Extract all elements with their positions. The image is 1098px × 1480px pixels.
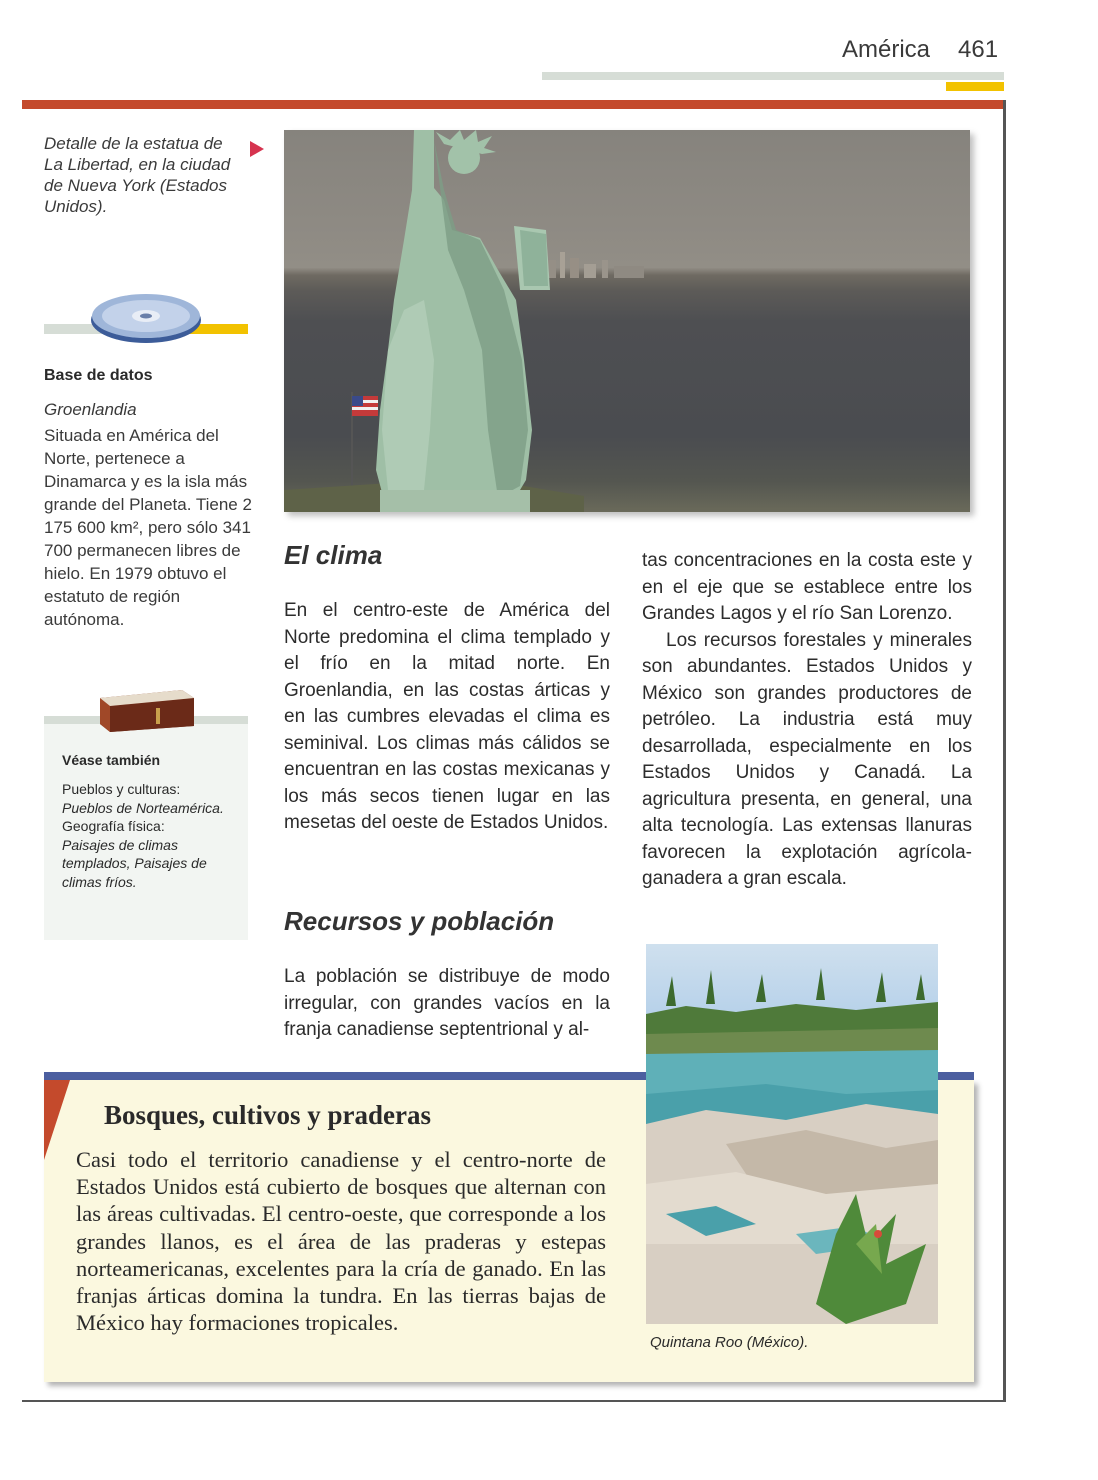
quintana-roo-caption: Quintana Roo (México).	[650, 1334, 809, 1351]
see-also-label: Geografía física:	[62, 818, 165, 834]
right-column-text	[642, 548, 972, 893]
database-title: Base de datos	[44, 367, 153, 384]
page-section-title: América	[842, 36, 931, 63]
bosques-text: Casi todo el territorio canadiense y el centro-norte de Estados Unidos está cubierto de bosques que alternan con las áreas cultivadas. El centro-oeste, que corresponde a los grandes llanos, es el área de las praderas y estepas norteamericanas, excelentes para la cría de ganado. En las franjas árticas domina la tundra. En las tierras bajas de México hay formaciones tropicales.	[76, 1147, 606, 1336]
statue-of-liberty-photo	[284, 130, 970, 512]
poblacion-text: La población se distribuye de modo irregular, con grandes vacíos en la franja canadiense septentrional y al-	[284, 966, 610, 1040]
clima-heading: El clima	[284, 540, 383, 570]
statue-photo-caption: Detalle de la estatua de La Libertad, en la ciudad de Nueva York (Estados Unidos).	[44, 134, 231, 216]
bosques-heading: Bosques, cultivos y praderas	[104, 1100, 432, 1130]
database-text: Situada en América del Norte, pertenece a Dinamarca y es la isla más grande del Planeta. Tiene 2 175 600 km², pero sólo 341 700 permanecen libres de hielo. En 1979 obtuvo el estatuto de región autónoma.	[44, 426, 252, 629]
poblacion-text-continued: tas concentraciones en la costa este y en el eje que se establece entre los Grandes Lagos y el río San Lorenzo.	[642, 550, 972, 624]
caption-arrow-icon	[250, 141, 264, 157]
page-number: 461	[958, 36, 999, 63]
frame-bottom-border	[22, 1400, 1006, 1402]
see-also-link[interactable]: Pueblos de Norteamérica.	[62, 799, 224, 816]
header-red-rule	[22, 100, 1004, 109]
see-also-title: Véase también	[62, 752, 161, 768]
recursos-paragraph: Los recursos forestales y minerales son abundantes. Estados Unidos y México son grandes productores de petróleo. La industria está muy desarrollada, especialmente en los Estados Unidos y Canadá. La agricultura presenta, en general, una alta tecnología. Las extensas llanuras favorecen la explotación agrícola-ganadera a gran escala.	[642, 629, 972, 889]
frame-right-border	[1003, 100, 1006, 1402]
quintana-roo-photo	[646, 944, 938, 1324]
see-also-link[interactable]: Paisajes de climas templados, Paisajes de climas fríos.	[62, 836, 207, 890]
header-yellow-rule	[946, 82, 1004, 91]
cd-disc-icon	[90, 292, 202, 344]
see-also-label: Pueblos y culturas:	[62, 781, 181, 797]
book-icon	[96, 688, 196, 732]
recursos-heading: Recursos y población	[284, 906, 555, 936]
see-also-list	[62, 780, 242, 891]
clima-text: En el centro-este de América del Norte predomina el clima templado y el frío en la mitad norte. En Groenlandia, en las costas árticas y en las cumbres elevadas el clima es seminival. Los climas más cálidos se encuentran en las costas mexicanas y los más secos tienen lugar en las mesetas del oeste de Estados Unidos.	[284, 600, 610, 833]
database-subtitle: Groenlandia	[44, 400, 137, 419]
bosques-corner-triangle	[44, 1080, 70, 1160]
header-grey-rule	[542, 72, 1004, 80]
